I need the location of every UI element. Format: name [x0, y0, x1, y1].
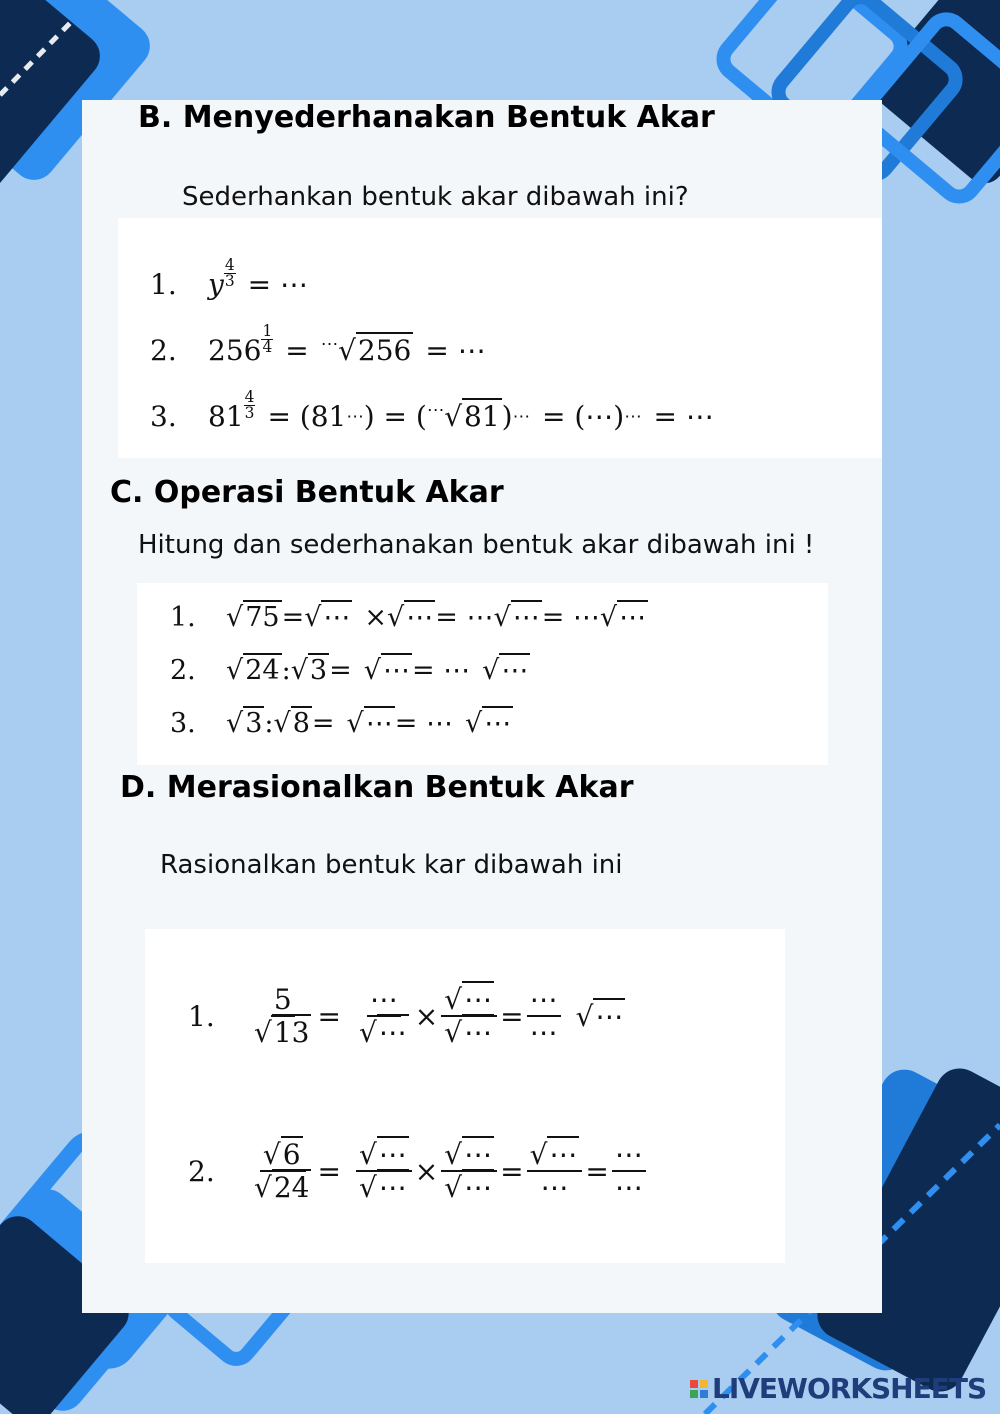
radical[interactable]: √⋯	[304, 602, 351, 633]
step-3: )	[501, 400, 513, 433]
times-operator: ×	[414, 1154, 439, 1188]
equals: =	[500, 999, 524, 1033]
radicand: 8	[292, 708, 310, 739]
brand-text: LIVEWORKSHEETS	[712, 1372, 987, 1405]
radicand-slot[interactable]: ⋯	[619, 602, 647, 633]
numerator-slot[interactable]: ⋯	[367, 985, 401, 1017]
equals: =	[281, 602, 305, 633]
radicand-slot[interactable]: ⋯	[406, 602, 434, 633]
answer-slot[interactable]: = ⋯	[425, 334, 486, 367]
exp-den: 3	[224, 272, 235, 290]
radical: ⋯√256	[320, 334, 412, 367]
radicand-slot[interactable]: ⋯	[464, 1016, 493, 1050]
b-item-3	[150, 387, 714, 433]
section-b-heading: B. Menyederhanakan Bentuk Akar	[138, 100, 715, 135]
radicand-slot[interactable]: ⋯	[549, 1138, 578, 1171]
base: 81	[208, 400, 244, 433]
exp-num: 4	[244, 387, 255, 406]
c-item-3	[170, 708, 513, 739]
exp-den: 4	[262, 338, 273, 356]
numerator[interactable]: √⋯	[527, 1140, 583, 1172]
numerator[interactable]: √⋯	[441, 985, 497, 1017]
radical: √3	[226, 708, 263, 739]
exp-num: 1	[262, 321, 273, 340]
exponent-fraction	[224, 255, 236, 290]
fraction[interactable]	[612, 1140, 646, 1203]
equals: =	[585, 1154, 609, 1188]
radicand-slot[interactable]: ⋯	[464, 983, 493, 1016]
numerator: √6	[260, 1140, 306, 1172]
item-number: 2.	[170, 655, 196, 686]
radical[interactable]: √⋯	[493, 602, 540, 633]
radical: ⋯√81	[426, 400, 500, 433]
radicand-slot[interactable]: ⋯	[464, 1138, 493, 1171]
radical[interactable]: √⋯	[363, 655, 410, 686]
radical[interactable]: √⋯	[387, 602, 434, 633]
d-item-1	[188, 985, 625, 1048]
numerator: 5	[271, 985, 295, 1017]
denominator[interactable]: √⋯	[358, 1171, 407, 1205]
radicand-slot[interactable]: ⋯	[484, 708, 512, 739]
radicand: 6	[282, 1138, 301, 1171]
radicand: 13	[273, 1016, 310, 1050]
radicand: 75	[245, 602, 280, 633]
numerator-slot[interactable]: ⋯	[612, 1140, 646, 1172]
exp-den: 3	[244, 404, 255, 422]
fraction[interactable]	[527, 1140, 583, 1203]
equals: =	[317, 1154, 341, 1188]
fraction[interactable]	[356, 1140, 412, 1203]
item-number: 1.	[150, 268, 177, 301]
c-item-2	[170, 655, 530, 686]
numerator[interactable]: √⋯	[356, 1140, 412, 1172]
denominator-slot[interactable]: ⋯	[614, 1171, 643, 1205]
equals: =	[285, 334, 309, 367]
section-d-heading: D. Merasionalkan Bentuk Akar	[120, 770, 634, 805]
root-index-slot[interactable]: ⋯	[426, 400, 445, 421]
fraction[interactable]	[356, 985, 412, 1048]
item-number: 2.	[188, 1154, 215, 1188]
denominator[interactable]: √⋯	[358, 1016, 407, 1050]
radical: √24	[226, 655, 280, 686]
b-item-2	[150, 321, 486, 367]
radicand: 81	[464, 400, 500, 433]
denominator: √13	[254, 1016, 310, 1050]
c-item-1	[170, 602, 648, 633]
item-number: 2.	[150, 334, 177, 367]
radicand: 3	[309, 655, 328, 686]
section-d-exercise-box	[145, 929, 785, 1263]
radicand-slot[interactable]: ⋯	[365, 708, 393, 739]
equals: =	[500, 1154, 524, 1188]
divide-operator: :	[281, 655, 291, 686]
fraction[interactable]	[527, 985, 561, 1048]
equals: =	[317, 999, 341, 1033]
step-2: ) = (	[363, 400, 427, 433]
item-number: 3.	[150, 400, 177, 433]
denominator: √24	[254, 1171, 310, 1205]
radical: √75	[226, 602, 280, 633]
denominator-slot[interactable]: ⋯	[529, 1016, 558, 1050]
fraction	[251, 1140, 314, 1203]
radicand-slot[interactable]: ⋯	[323, 602, 351, 633]
equals: =	[311, 708, 335, 739]
step[interactable]: = ⋯	[435, 602, 494, 633]
section-c-heading: C. Operasi Bentuk Akar	[110, 475, 504, 510]
numerator-slot[interactable]: ⋯	[527, 985, 561, 1017]
exponent-fraction	[261, 321, 273, 356]
radicand: 3	[245, 708, 263, 739]
base: 256	[208, 334, 262, 367]
denominator-slot[interactable]: ⋯	[540, 1171, 569, 1205]
liveworksheets-brand	[690, 1372, 986, 1405]
step[interactable]: = ⋯	[411, 655, 471, 686]
radicand-slot[interactable]: ⋯	[512, 602, 540, 633]
radicand-slot[interactable]: ⋯	[464, 1171, 493, 1205]
radical: √8	[273, 708, 310, 739]
radicand: 24	[245, 655, 280, 686]
times-operator: ×	[414, 999, 439, 1033]
liveworksheets-logo-icon	[690, 1380, 708, 1398]
radicand-slot[interactable]: ⋯	[378, 1016, 407, 1050]
answer-slot[interactable]: = ⋯	[653, 400, 714, 433]
answer-slot[interactable]: = ⋯	[247, 268, 308, 301]
radical[interactable]: √⋯	[482, 655, 529, 686]
radicand-slot[interactable]: ⋯	[595, 999, 624, 1033]
radicand: 24	[273, 1171, 310, 1205]
radical: √3	[290, 655, 328, 686]
item-number: 1.	[170, 602, 196, 633]
radical[interactable]: √⋯	[599, 602, 647, 633]
fraction[interactable]	[441, 1140, 497, 1203]
radicand-slot[interactable]: ⋯	[501, 655, 529, 686]
exponent-slot[interactable]: ⋯	[346, 406, 364, 427]
item-number: 3.	[170, 708, 196, 739]
base: y	[208, 268, 224, 301]
b-item-1	[150, 255, 308, 301]
times-operator: ×	[364, 602, 388, 633]
numerator[interactable]: √⋯	[441, 1140, 497, 1172]
fraction[interactable]	[441, 985, 497, 1048]
radicand-slot[interactable]: ⋯	[378, 1171, 407, 1205]
step[interactable]: = ⋯	[394, 708, 453, 739]
radical[interactable]: √⋯	[575, 999, 624, 1033]
exp-num: 4	[224, 255, 235, 274]
radical[interactable]: √⋯	[464, 708, 512, 739]
section-d-instruction: Rasionalkan bentuk kar dibawah ini	[160, 850, 623, 880]
section-c-instruction: Hitung dan sederhanakan bentuk akar dibawah ini !	[138, 530, 815, 560]
step[interactable]: = ⋯	[541, 602, 600, 633]
exponent-slot[interactable]: ⋯	[512, 406, 530, 427]
fraction	[251, 985, 314, 1048]
item-number: 1.	[188, 999, 215, 1033]
step-1: = (81	[267, 400, 347, 433]
equals: =	[329, 655, 352, 686]
exponent-fraction	[244, 387, 256, 422]
exponent-slot[interactable]: ⋯	[624, 406, 642, 427]
denominator[interactable]: √⋯	[444, 1171, 493, 1205]
divide-operator: :	[264, 708, 274, 739]
denominator[interactable]: √⋯	[444, 1016, 493, 1050]
section-b-instruction: Sederhankan bentuk akar dibawah ini?	[182, 182, 689, 212]
root-index-slot[interactable]: ⋯	[320, 334, 339, 355]
step-4[interactable]: = (⋯)	[541, 400, 625, 433]
radicand-slot[interactable]: ⋯	[378, 1138, 407, 1171]
radicand-slot[interactable]: ⋯	[382, 655, 410, 686]
radicand: 256	[357, 334, 412, 367]
radical[interactable]: √⋯	[346, 708, 393, 739]
d-item-2	[188, 1140, 649, 1203]
